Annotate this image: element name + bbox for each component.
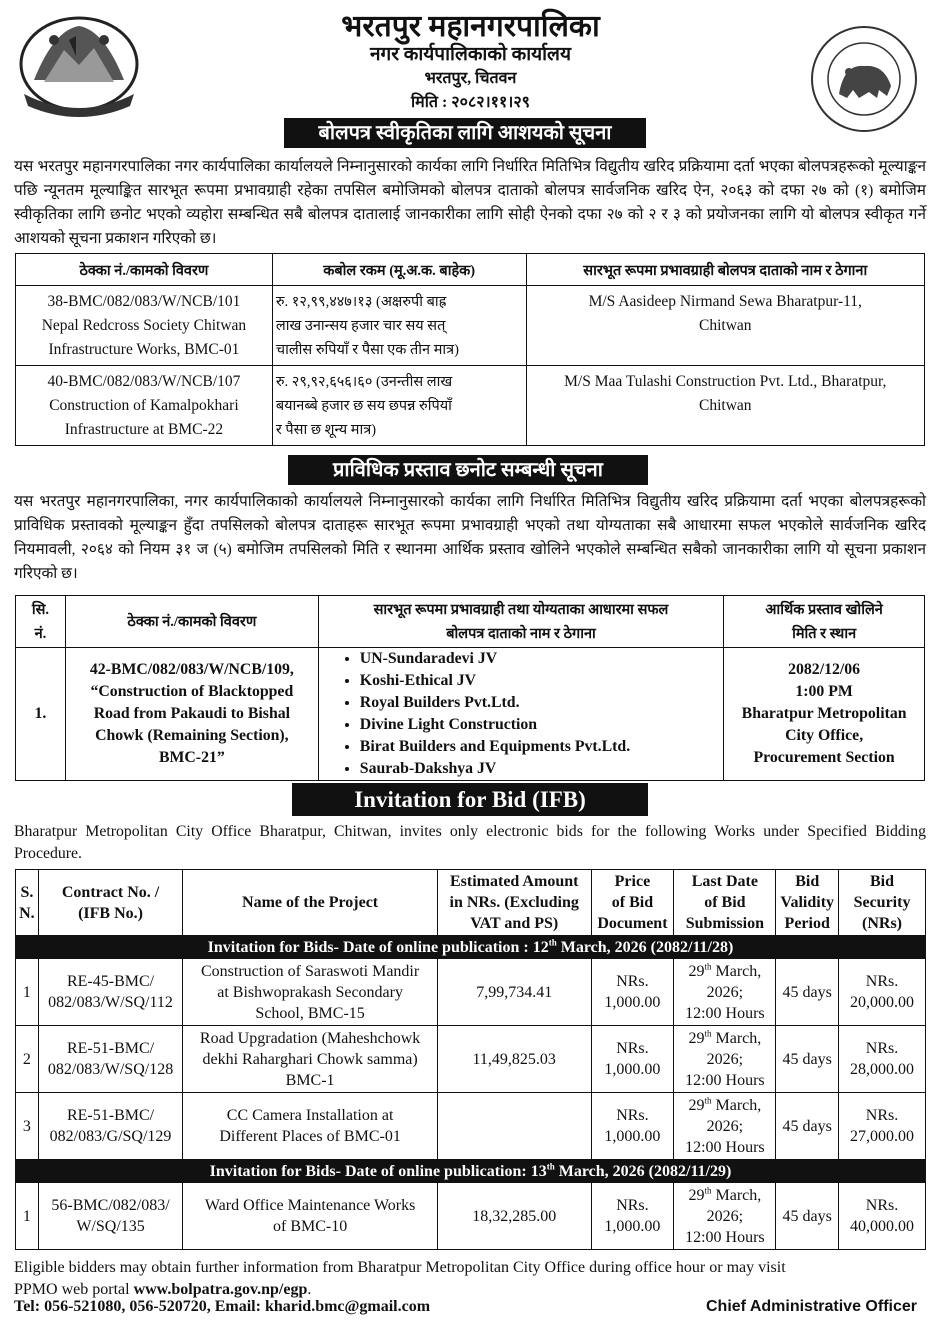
ifb-amount-cell: 7,99,734.41 (437, 959, 591, 1026)
table-row (16, 1093, 926, 1160)
technical-contract-cell: 42-BMC/082/083/W/NCB/109, “Construction of Blacktopped Road from Pakaudi to Bishal Chowk (Remaining Section), BMC-21” (65, 648, 318, 781)
ifb-amount-cell: 11,49,825.03 (437, 1026, 591, 1093)
intent-notice-title: बोलपत्र स्वीकृतिका लागि आशयको सूचना (284, 118, 646, 148)
ifb-security-cell: NRs. 28,000.00 (839, 1026, 926, 1093)
ifb-security-cell: NRs. 20,000.00 (839, 959, 926, 1026)
ifb-price-cell: NRs. 1,000.00 (591, 1026, 674, 1093)
org-name: भरतपुर महानगरपालिका (341, 10, 600, 43)
technical-opening-cell: 2082/12/06 1:00 PM Bharatpur Metropolitan City Office, Procurement Section (724, 648, 925, 781)
intent-bidder-cell: M/S Aasideep Nirmand Sewa Bharatpur-11, Chitwan (526, 286, 924, 366)
technical-col-sn: सि. नं. (16, 596, 66, 648)
contact-info: Tel: 056-521080, 056-520720, Email: kharid.bmc@gmail.com (14, 1298, 431, 1315)
ifb-title: Invitation for Bid (IFB) (292, 783, 648, 816)
list-item: • Divine Light Construction (360, 714, 720, 736)
bolpatra-link[interactable]: www.bolpatra.gov.np/egp (133, 1281, 308, 1298)
technical-col-opening: आर्थिक प्रस्ताव खोलिने मिति र स्थान (724, 596, 925, 648)
ifb-section-header (16, 936, 926, 959)
office-name: नगर कार्यपालिकाको कार्यालय (370, 44, 571, 65)
ifb-last-date-cell: 29th March, 2026; 12:00 Hours (674, 1183, 776, 1250)
intent-contract-cell: 40-BMC/082/083/W/NCB/107 Construction of Kamalpokhari Infrastructure at BMC-22 (16, 366, 273, 446)
intent-col-contract: ठेक्का नं./कामको विवरण (16, 254, 273, 286)
list-item: • Birat Builders and Equipments Pvt.Ltd. (360, 736, 720, 758)
intent-bidder-cell: M/S Maa Tulashi Construction Pvt. Ltd., Bharatpur, Chitwan (526, 366, 924, 446)
technical-notice-title: प्राविधिक प्रस्ताव छनोट सम्बन्धी सूचना (288, 455, 648, 485)
ifb-col-sn: S. N. (16, 870, 39, 936)
intent-col-bidder: सारभूत रूपमा प्रभावग्राही बोलपत्र दाताको नाम र ठेगाना (526, 254, 924, 286)
ifb-validity-cell: 45 days (776, 1093, 839, 1160)
ifb-col-validity: Bid Validity Period (776, 870, 839, 936)
ifb-price-cell: NRs. 1,000.00 (591, 1183, 674, 1250)
ifb-footer-note: Eligible bidders may obtain further information from Bharatpur Metropolitan City Office during office hour or may visit PPMO web portal www.bolpatra.gov.np/egp. (14, 1259, 786, 1298)
ifb-validity-cell: 45 days (776, 959, 839, 1026)
ifb-col-security: Bid Security (NRs) (839, 870, 926, 936)
ifb-validity-cell: 45 days (776, 1026, 839, 1093)
list-item: • Koshi-Ethical JV (360, 670, 720, 692)
ifb-table (15, 869, 926, 1250)
ifb-contract-cell: RE-45-BMC/ 082/083/W/SQ/112 (38, 959, 182, 1026)
intent-amount-cell: रु. १२,९९,४४७।१३ (अक्षरुपी बाह्र लाख उनान्सय हजार चार सय सत् चालीस रुपियाँ र पैसा एक तीन मात्र) (272, 286, 526, 366)
ifb-col-price: Price of Bid Document (591, 870, 674, 936)
ifb-amount-cell: 18,32,285.00 (437, 1183, 591, 1250)
ifb-last-date-cell: 29th March, 2026; 12:00 Hours (674, 959, 776, 1026)
ifb-contract-cell: 56-BMC/082/083/ W/SQ/135 (38, 1183, 182, 1250)
notice-date: मिति : २०८२।११।२९ (411, 94, 530, 111)
table-row (16, 286, 925, 366)
office-location: भरतपुर, चितवन (424, 70, 517, 87)
ifb-project-cell: CC Camera Installation at Different Places of BMC-01 (183, 1093, 438, 1160)
technical-table (15, 595, 925, 781)
ifb-contract-cell: RE-51-BMC/ 082/083/W/SQ/128 (38, 1026, 182, 1093)
ifb-section-1-label: Invitation for Bids- Date of online publication : 12th March, 2026 (2082/11/28) (16, 936, 926, 959)
ifb-sn-cell: 2 (16, 1026, 39, 1093)
ifb-sn-cell: 3 (16, 1093, 39, 1160)
technical-sn-cell: 1. (16, 648, 66, 781)
ifb-price-cell: NRs. 1,000.00 (591, 1093, 674, 1160)
signatory: Chief Administrative Officer (705, 1298, 917, 1315)
ifb-section-2-label: Invitation for Bids- Date of online publication: 13th March, 2026 (2082/11/29) (16, 1160, 926, 1183)
ifb-price-cell: NRs. 1,000.00 (591, 959, 674, 1026)
intent-col-amount: कबोल रकम (मू.अ.क. बाहेक) (272, 254, 526, 286)
ifb-col-contract: Contract No. / (IFB No.) (38, 870, 182, 936)
ifb-sn-cell: 1 (16, 1183, 39, 1250)
table-row (16, 959, 926, 1026)
list-item: • Royal Builders Pvt.Ltd. (360, 692, 720, 714)
nepal-emblem-icon (14, 10, 144, 118)
intent-notice-body: यस भरतपुर महानगरपालिका नगर कार्यपालिका कार्यालयले निम्नानुसारको कार्यका लागि निर्धारित मितिभित्र विद्युतीय खरिद प्रक्रियामा दर्ता भएका बोलपत्रहरूको मूल्याङ्कन पछि न्यूनतम मूल्याङ्कित सारभूत रूपमा प्रभावग्राही रहेका तपसिल बमोजिमको बोलपत्र दाताको बोलपत्र सार्वजनिक खरिद ऐन, २०६३ को दफा २७ को (१) बमोजिम स्वीकृतिका लागि छनोट भएको व्यहोरा सम्बन्धित सबै बोलपत्र दातालाई जानकारीका लागि सोही ऐनको दफा २७ को २ र ३ को प्रयोजनका लागि यो बोलपत्र स्वीकृत गर्ने आशयको सूचना प्रकाशन गरिएको छ। (14, 158, 926, 247)
ifb-last-date-cell: 29th March, 2026; 12:00 Hours (674, 1093, 776, 1160)
technical-bidders-cell (318, 648, 723, 781)
ifb-intro: Bharatpur Metropolitan City Office Bharatpur, Chitwan, invites only electronic bids for the following Works under Specified Bidding Procedure. (14, 823, 926, 862)
intent-contract-cell: 38-BMC/082/083/W/NCB/101 Nepal Redcross Society Chitwan Infrastructure Works, BMC-01 (16, 286, 273, 366)
bidder-list (322, 648, 720, 780)
ifb-col-last-date: Last Date of Bid Submission (674, 870, 776, 936)
ifb-project-cell: Ward Office Maintenance Works of BMC-10 (183, 1183, 438, 1250)
ifb-security-cell: NRs. 40,000.00 (839, 1183, 926, 1250)
technical-notice-body: यस भरतपुर महानगरपालिका, नगर कार्यपालिकाको कार्यालयले निम्नानुसारको कार्यका लागि निर्धारित मितिभित्र विद्युतीय खरिद प्रक्रियामा दर्ता भएका बोलपत्रहरूको प्राविधिक प्रस्तावको मूल्याङ्कन हुँदा तपसिलको बोलपत्र दाताहरू सारभूत रूपमा प्रभावग्राही भएको तथा योग्यताका सबै आधारमा सफल भएकोले सार्वजनिक खरिद नियमावली, २०६४ को नियम ३१ ज (५) बमोजिम तपसिलको मिति र स्थानमा आर्थिक प्रस्ताव खोलिने भएकोले सम्बन्धित सबैको जानकारीका लागि यो सूचना प्रकाशन गरिएको छ। (14, 493, 926, 582)
table-row (16, 1026, 926, 1093)
ifb-section-header (16, 1160, 926, 1183)
ifb-sn-cell: 1 (16, 959, 39, 1026)
letterhead (0, 0, 941, 118)
table-row (16, 648, 925, 781)
table-row (16, 366, 925, 446)
city-seal-icon (809, 24, 919, 134)
technical-col-contract: ठेक्का नं./कामको विवरण (65, 596, 318, 648)
ifb-amount-cell (437, 1093, 591, 1160)
technical-col-bidders: सारभूत रूपमा प्रभावग्राही तथा योग्यताका आधारमा सफल बोलपत्र दाताको नाम र ठेगाना (318, 596, 723, 648)
ifb-project-cell: Construction of Saraswoti Mandir at Bishwoprakash Secondary School, BMC-15 (183, 959, 438, 1026)
list-item: • Saurab-Dakshya JV (360, 758, 720, 780)
intent-amount-cell: रु. २९,९२,६५६।६० (उनन्तीस लाख बयानब्बे हजार छ सय छपन्न रुपियाँ र पैसा छ शून्य मात्र) (272, 366, 526, 446)
ifb-contract-cell: RE-51-BMC/ 082/083/G/SQ/129 (38, 1093, 182, 1160)
ifb-validity-cell: 45 days (776, 1183, 839, 1250)
ifb-col-amount: Estimated Amount in NRs. (Excluding VAT and PS) (437, 870, 591, 936)
ifb-col-project: Name of the Project (183, 870, 438, 936)
table-row (16, 1183, 926, 1250)
ifb-last-date-cell: 29th March, 2026; 12:00 Hours (674, 1026, 776, 1093)
ifb-security-cell: NRs. 27,000.00 (839, 1093, 926, 1160)
ifb-project-cell: Road Upgradation (Maheshchowk dekhi Raharghari Chowk samma) BMC-1 (183, 1026, 438, 1093)
list-item: • UN-Sundaradevi JV (360, 648, 720, 670)
intent-table (15, 253, 925, 446)
